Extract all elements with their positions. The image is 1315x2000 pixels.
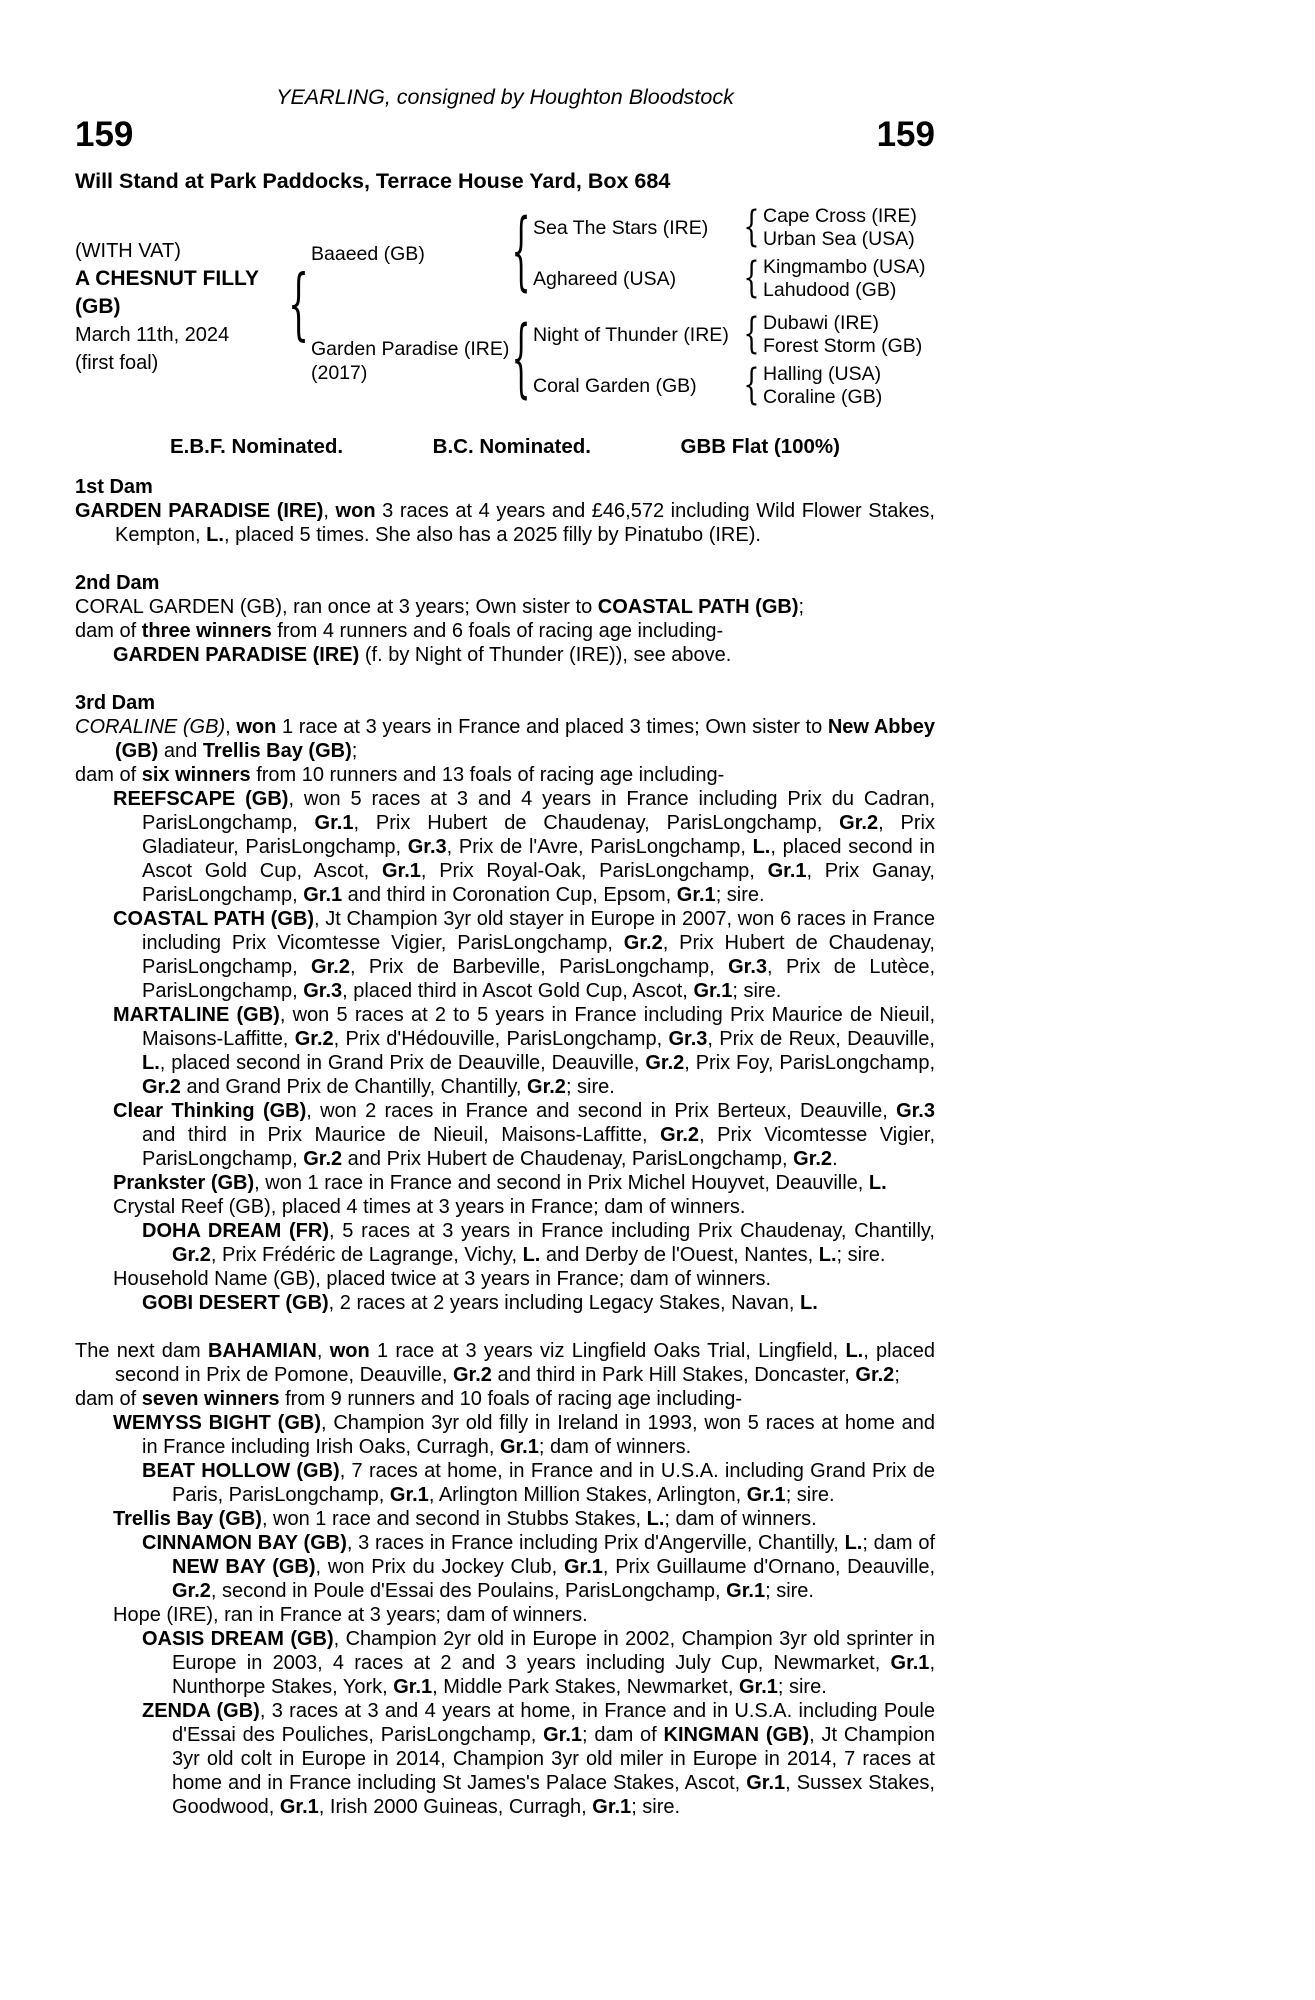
pedigree-paragraph: Crystal Reef (GB), placed 4 times at 3 years in France; dam of winners. [113, 1196, 746, 1218]
pedigree-paragraph: Prankster (GB), won 1 race in France and second in Prix Michel Houyvet, Deauville, L. [113, 1172, 887, 1194]
subject-block [75, 237, 287, 377]
dam-sire-name: Night of Thunder (IRE) [533, 323, 729, 346]
subject-foaling-date: March 11th, 2024 [75, 324, 230, 346]
lot-number-left: 159 [75, 115, 134, 154]
lot-number-right: 159 [876, 115, 935, 154]
pedigree-paragraph: Clear Thinking (GB), won 2 races in France and second in Prix Berteux, Deauville, Gr.3 and third in Prix Maurice de Nieuil, Maisons-Laffitte, Gr.2, Prix Vicomtesse Vigier, ParisLongchamp, Gr.2 and Prix Hubert de Chaudenay, ParisLongchamp, Gr.2. [113, 1100, 935, 1170]
pedigree-paragraph: CORALINE (GB), won 1 race at 3 years in France and placed 3 times; Own sister to New Abbey (GB) and Trellis Bay (GB); [75, 716, 935, 762]
gbb-flat-badge: GBB Flat (100%) [680, 435, 840, 458]
pedigree-paragraph: GOBI DESERT (GB), 2 races at 2 years including Legacy Stakes, Navan, L. [142, 1292, 818, 1314]
pedigree-paragraph: COASTAL PATH (GB), Jt Champion 3yr old stayer in Europe in 2007, won 6 races in France including Prix Vicomtesse Vigier, ParisLongchamp, Gr.2, Prix Hubert de Chaudenay, ParisLongchamp, Gr.2, Prix de Barbeville, ParisLongchamp, Gr.3, Prix de Lutèce, ParisLongchamp, Gr.3, placed third in Ascot Gold Cup, Ascot, Gr.1; sire. [113, 908, 936, 1002]
dam-year: (2017) [311, 361, 368, 384]
sire-dam-cell [533, 253, 935, 303]
pedigree-paragraph: GARDEN PARADISE (IRE), won 3 races at 4 years and £46,572 including Wild Flower Stakes, Kempton, L., placed 5 times. She also has a 2025 filly by Pinatubo (IRE). [75, 500, 935, 546]
pedigree-paragraph: GARDEN PARADISE (IRE) (f. by Night of Thunder (IRE)), see above. [113, 644, 732, 666]
sire-dam-dam-name: Lahudood (GB) [763, 279, 897, 301]
consignment-line: YEARLING, consigned by Houghton Bloodstock [276, 85, 734, 109]
dam-dam-name: Coral Garden (GB) [533, 374, 697, 397]
pedigree-paragraph: Hope (IRE), ran in France at 3 years; dam of winners. [113, 1604, 588, 1626]
pedigree-paragraph: Trellis Bay (GB), won 1 race and second in Stubbs Stakes, L.; dam of winners. [113, 1508, 817, 1530]
sire-sire-name: Sea The Stars (IRE) [533, 216, 709, 239]
ebf-nomination: E.B.F. Nominated. [170, 435, 344, 458]
sire-dam-name: Aghareed (USA) [533, 267, 677, 290]
page-content [75, 85, 935, 1819]
dam-section-heading: 1st Dam [75, 476, 153, 498]
pedigree-paragraph: BEAT HOLLOW (GB), 7 races at home, in France and in U.S.A. including Grand Prix de Paris, ParisLongchamp, Gr.1, Arlington Million Stakes, Arlington, Gr.1; sire. [142, 1460, 935, 1506]
dam-section-heading: 3rd Dam [75, 692, 156, 714]
sire-cell [311, 202, 935, 303]
pedigree-paragraph: dam of six winners from 10 runners and 13 foals of racing age including- [75, 764, 725, 786]
pedigree-paragraph: MARTALINE (GB), won 5 races at 2 to 5 years in France including Prix Maurice de Nieuil, Maisons-Laffitte, Gr.2, Prix d'Hédouville, ParisLongchamp, Gr.3, Prix de Reux, Deauville, L., placed second in Grand Prix de Deauville, Deauville, Gr.2, Prix Foy, ParisLongchamp, Gr.2 and Grand Prix de Chantilly, Chantilly, Gr.2; sire. [113, 1004, 936, 1098]
dam-sire-cell [533, 309, 935, 359]
subject-vat: (WITH VAT) [75, 240, 181, 262]
sire-sire-cell [533, 202, 935, 252]
subject-name: A CHESNUT FILLY [75, 267, 259, 290]
sire-name: Baaeed (GB) [311, 242, 425, 265]
brace-icon: { [511, 309, 531, 409]
pedigree-paragraph: REEFSCAPE (GB), won 5 races at 3 and 4 years in France including Prix du Cadran, ParisLongchamp, Gr.1, Prix Hubert de Chaudenay, ParisLongchamp, Gr.2, Prix Gladiateur, ParisLongchamp, Gr.3, Prix de l'Avre, ParisLongchamp, L., placed second in Ascot Gold Cup, Ascot, Gr.1, Prix Royal-Oak, ParisLongchamp, Gr.1, Prix Ganay, ParisLongchamp, Gr.1 and third in Coronation Cup, Epsom, Gr.1; sire. [113, 788, 936, 906]
pedigree-paragraph: OASIS DREAM (GB), Champion 2yr old in Europe in 2002, Champion 3yr old sprinter in Europe in 2003, 4 races at 2 and 3 years including July Cup, Newmarket, Gr.1, Nunthorpe Stakes, York, Gr.1, Middle Park Stakes, Newmarket, Gr.1; sire. [142, 1628, 936, 1698]
subject-origin: (GB) [75, 295, 121, 318]
lot-number-row [75, 117, 935, 153]
pedigree-paragraph: ZENDA (GB), 3 races at 3 and 4 years at home, in France and in U.S.A. including Poule d'Essai des Pouliches, ParisLongchamp, Gr.1; dam of KINGMAN (GB), Jt Champion 3yr old colt in Europe in 2014, Champion 3yr old miler in Europe in 2014, 7 races at home and in France including St James's Palace Stakes, Ascot, Gr.1, Sussex Stakes, Goodwood, Gr.1, Irish 2000 Guineas, Curragh, Gr.1; sire. [142, 1700, 935, 1818]
bc-nomination: B.C. Nominated. [432, 435, 591, 458]
pedigree-paragraph: dam of three winners from 4 runners and 6 foals of racing age including- [75, 620, 724, 642]
pedigree-paragraph: Household Name (GB), placed twice at 3 years in France; dam of winners. [113, 1268, 772, 1290]
pedigree-paragraph: dam of seven winners from 9 runners and 10 foals of racing age including- [75, 1388, 743, 1410]
nominations-line [170, 435, 840, 459]
brace-icon: { [743, 202, 761, 252]
dam-dam-cell [533, 360, 935, 410]
sire-dam-sire-name: Kingmambo (USA) [763, 256, 926, 278]
subject-foal-note: (first foal) [75, 352, 159, 374]
pedigree-paragraph: WEMYSS BIGHT (GB), Champion 3yr old filly in Ireland in 1993, won 5 races at home and in France including Irish Oaks, Curragh, Gr.1; dam of winners. [113, 1412, 935, 1458]
sire-sire-sire-name: Cape Cross (IRE) [763, 205, 917, 227]
dam-sections [75, 475, 935, 1819]
pedigree-table [75, 202, 935, 410]
dam-dam-dam-name: Coraline (GB) [763, 386, 883, 408]
pedigree-paragraph: DOHA DREAM (FR), 5 races at 3 years in France including Prix Chaudenay, Chantilly, Gr.2, Prix Frédéric de Lagrange, Vichy, L. and Derby de l'Ouest, Nantes, L.; sire. [142, 1220, 935, 1266]
pedigree-paragraph: The next dam BAHAMIAN, won 1 race at 3 years viz Lingfield Oaks Trial, Lingfield, L., placed second in Prix de Pomone, Deauville, Gr.2 and third in Park Hill Stakes, Doncaster, Gr.2; [75, 1340, 935, 1386]
dam-section [75, 1339, 935, 1819]
pedigree-paragraph: CINNAMON BAY (GB), 3 races in France including Prix d'Angerville, Chantilly, L.; dam of NEW BAY (GB), won Prix du Jockey Club, Gr.1, Prix Guillaume d'Ornano, Deauville, Gr.2, second in Poule d'Essai des Poulains, ParisLongchamp, Gr.1; sire. [142, 1532, 936, 1602]
dam-dam-sire-name: Halling (USA) [763, 363, 882, 385]
brace-icon: { [743, 360, 761, 410]
sire-sire-dam-name: Urban Sea (USA) [763, 228, 915, 250]
brace-icon: { [288, 260, 310, 352]
dam-section [75, 475, 935, 547]
pedigree-generation-1 [311, 202, 935, 410]
dam-name: Garden Paradise (IRE) [311, 337, 510, 360]
dam-section [75, 691, 935, 1315]
dam-name-block [311, 337, 509, 385]
brace-icon: { [743, 253, 761, 303]
dam-section [75, 571, 935, 667]
brace-icon: { [743, 309, 761, 359]
dam-cell [311, 309, 935, 410]
dam-section-heading: 2nd Dam [75, 572, 160, 594]
dam-sire-sire-name: Dubawi (IRE) [763, 312, 879, 334]
brace-icon: { [511, 202, 531, 302]
stand-location: Will Stand at Park Paddocks, Terrace House Yard, Box 684 [75, 169, 671, 193]
dam-sire-dam-name: Forest Storm (GB) [763, 335, 923, 357]
pedigree-paragraph: CORAL GARDEN (GB), ran once at 3 years; Own sister to COASTAL PATH (GB); [75, 596, 805, 618]
